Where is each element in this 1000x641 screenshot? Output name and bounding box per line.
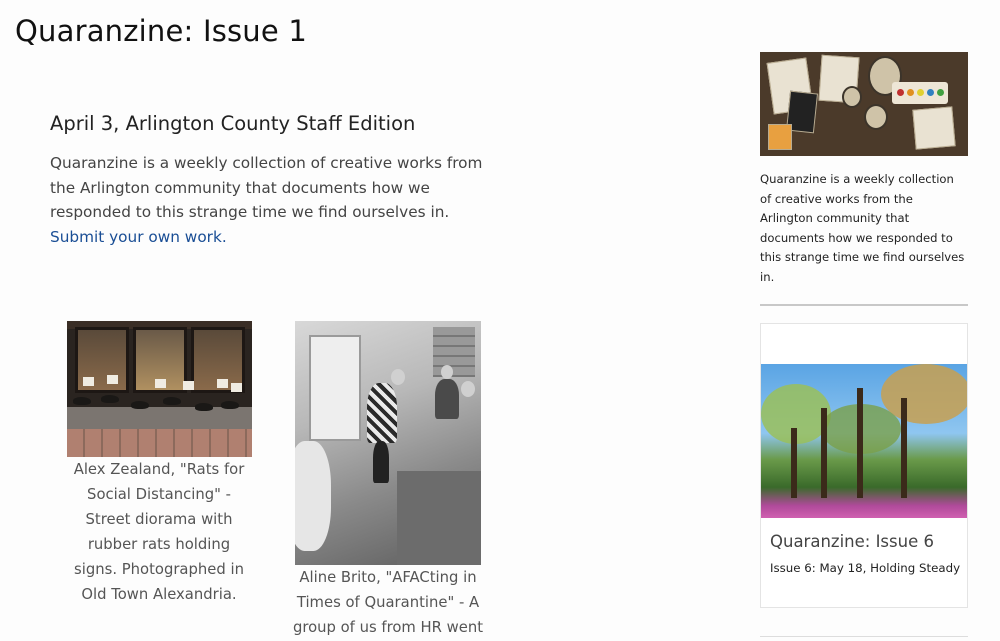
sidebar	[760, 52, 968, 608]
issue-6-description: Issue 6: May 18, Holding Steady	[770, 561, 961, 575]
intro-text: Quaranzine is a weekly collection of creative works from the Arlington community that documents how we responded to this strange time we find ourselves in.	[50, 154, 483, 222]
staff-office-photo[interactable]	[295, 321, 481, 565]
page-title: Quaranzine: Issue 1	[15, 14, 308, 48]
intro-paragraph	[50, 151, 500, 249]
sidebar-divider	[760, 304, 968, 306]
art-collage-image[interactable]	[760, 52, 968, 156]
issue-6-trees-image[interactable]	[761, 364, 967, 518]
gallery-caption: Alex Zealand, "Rats for Social Distancing" - Street diorama with rubber rats holding signs. Photographed in Old Town Alexandria.	[73, 461, 245, 603]
edition-subtitle: April 3, Arlington County Staff Edition	[50, 112, 416, 135]
sidebar-bottom-divider	[760, 636, 968, 637]
gallery-caption: Aline Brito, "AFACting in Times of Quarantine" - A group of us from HR went	[292, 569, 484, 636]
gallery-item-staff	[288, 321, 488, 640]
issue-6-title[interactable]: Quaranzine: Issue 6	[770, 532, 934, 551]
submit-work-link[interactable]: Submit your own work.	[50, 227, 227, 246]
rats-diorama-photo[interactable]	[67, 321, 252, 457]
gallery-item-rats	[64, 321, 254, 607]
issue-6-card[interactable]	[760, 323, 968, 608]
article-intro	[50, 112, 500, 249]
sidebar-description: Quaranzine is a weekly collection of creative works from the Arlington community that documents how we responded to this strange time we find ourselves in.	[760, 172, 965, 284]
